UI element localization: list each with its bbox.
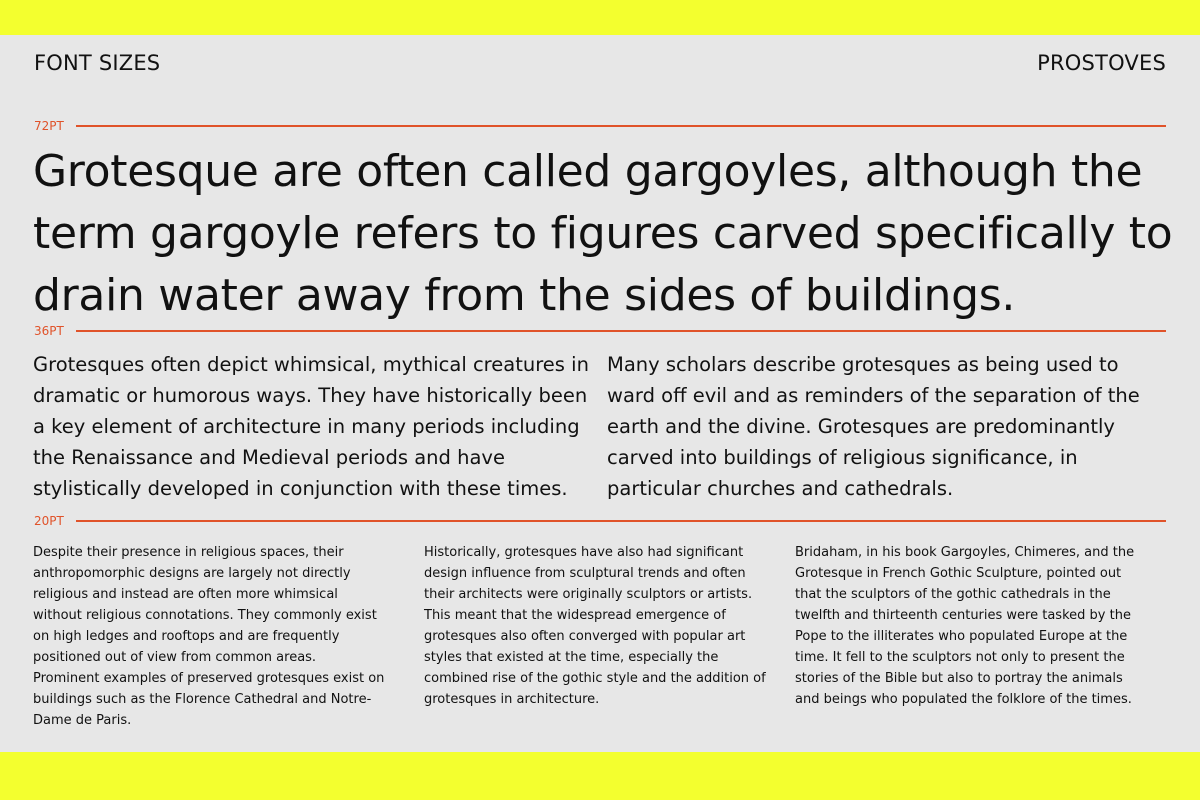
size-36-divider xyxy=(34,323,1166,339)
size-20-rule-line xyxy=(76,520,1166,522)
size-72-divider xyxy=(34,118,1166,134)
specimen-20pt-column-2: Historically, grotesques have also had significant design influence from sculptural trends and often their architects were originally sculptors or artists. This meant that the widespread emergence of grotesques also often converged with popular art styles that existed at the time, especially the combined rise of the gothic style and the addition of grotesques in architecture. xyxy=(424,545,766,707)
size-20-label: 20PT xyxy=(34,514,64,528)
specimen-72pt-text: Grotesque are often called gargoyles, although the term gargoyle refers to figures carved specifically to drain water away from the sides of buildings. xyxy=(33,146,1173,321)
top-yellow-band xyxy=(0,0,1200,35)
bottom-yellow-band xyxy=(0,752,1200,800)
size-72-rule-line xyxy=(76,125,1166,127)
specimen-20pt-column-3: Bridaham, in his book Gargoyles, Chimeres, and the Grotesque in French Gothic Sculpture, pointed out that the sculptors of the gothic cathedrals in the twelfth and thirteenth centuries were tasked by the Pope to the illiterates who populated Europe at the time. It fell to the sculptors not only to present the stories of the Bible but also to portray the animals and beings who populated the folklore of the times. xyxy=(795,545,1135,707)
size-36-rule-line xyxy=(76,330,1166,332)
size-36-label: 36PT xyxy=(34,324,64,338)
size-72-label: 72PT xyxy=(34,119,64,133)
brand-name: PROSTOVES xyxy=(1037,51,1166,75)
specimen-36pt-column-1: Grotesques often depict whimsical, mythical creatures in dramatic or humorous ways. They have historically been a key element of architecture in many periods including the Renaissance and Medieval periods and have stylistically developed in conjunction with these times. xyxy=(33,353,589,500)
font-sizes-title: FONT SIZES xyxy=(34,51,161,75)
size-20-divider xyxy=(34,513,1166,529)
specimen-20pt-column-1: Despite their presence in religious spaces, their anthropomorphic designs are largely not directly religious and instead are often more whimsical without religious connotations. They commonly exist on high ledges and rooftops and are frequently positioned out of view from common areas. Prominent examples of preserved grotesques exist on buildings such as the Florence Cathedral and Notre-Dame de Paris. xyxy=(33,545,385,728)
specimen-36pt-column-2: Many scholars describe grotesques as being used to ward off evil and as reminders of the separation of the earth and the divine. Grotesques are predominantly carved into buildings of religious significance, in particular churches and cathedrals. xyxy=(607,353,1140,500)
